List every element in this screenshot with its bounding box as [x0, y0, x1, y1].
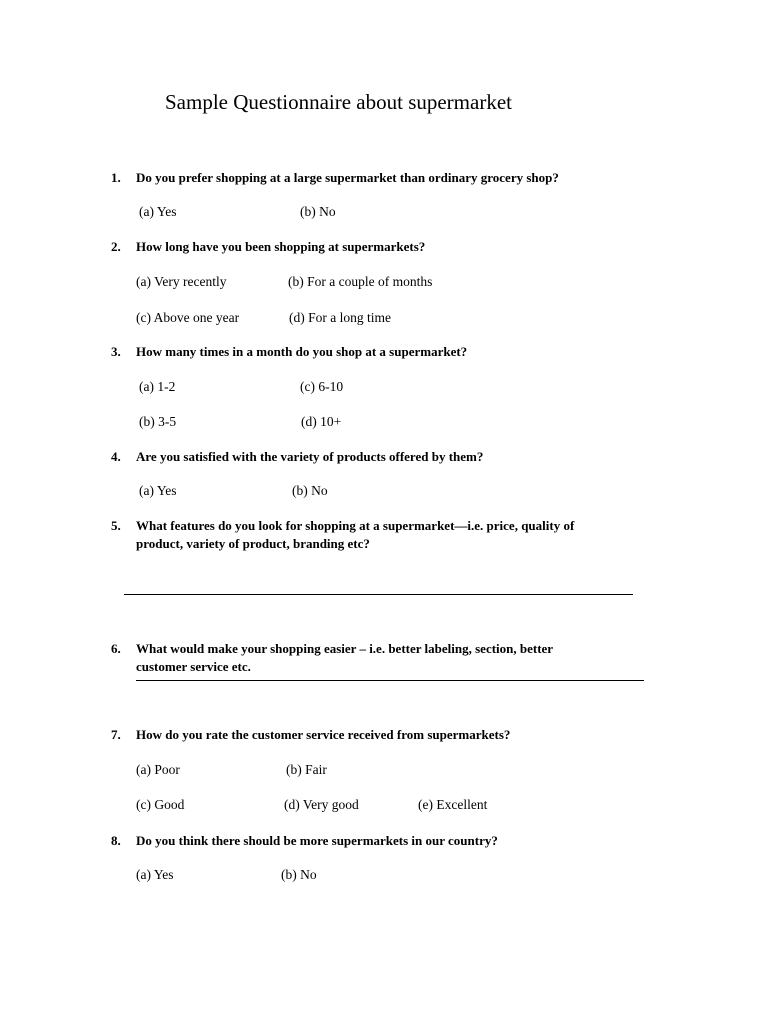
option-a[interactable]: (a) Yes: [136, 867, 174, 882]
answer-line[interactable]: [124, 594, 633, 595]
option-d[interactable]: (d) For a long time: [289, 310, 391, 325]
document-title: Sample Questionnaire about supermarket: [165, 90, 512, 114]
question-number: 3.: [111, 344, 121, 359]
option-b[interactable]: (b) Fair: [286, 762, 327, 777]
question-text: Are you satisfied with the variety of products offered by them?: [136, 449, 484, 464]
question-number: 2.: [111, 239, 121, 254]
option-b[interactable]: (b) No: [292, 483, 328, 498]
question-text-line-1: What features do you look for shopping at a supermarket—i.e. price, quality of: [136, 518, 575, 533]
option-b[interactable]: (b) For a couple of months: [288, 274, 433, 289]
question-number: 8.: [111, 833, 121, 848]
option-e[interactable]: (e) Excellent: [418, 797, 488, 812]
option-c[interactable]: (c) 6-10: [300, 379, 344, 394]
question-number: 1.: [111, 170, 121, 185]
question-text-line-2: product, variety of product, branding etc?: [136, 536, 370, 551]
option-a[interactable]: (a) Very recently: [136, 274, 227, 289]
option-a[interactable]: (a) Poor: [136, 762, 180, 777]
question-number: 6.: [111, 641, 121, 656]
question-text: Do you think there should be more supermarkets in our country?: [136, 833, 498, 848]
option-a[interactable]: (a) Yes: [139, 483, 177, 498]
option-d[interactable]: (d) Very good: [284, 797, 359, 812]
question-text-line-2: customer service etc.: [136, 659, 251, 674]
question-text: How many times in a month do you shop at a supermarket?: [136, 344, 468, 359]
question-number: 4.: [111, 449, 121, 464]
question-number: 5.: [111, 518, 121, 533]
option-a[interactable]: (a) 1-2: [139, 379, 176, 394]
question-number: 7.: [111, 727, 121, 742]
option-a[interactable]: (a) Yes: [139, 204, 177, 219]
option-b[interactable]: (b) 3-5: [139, 414, 177, 429]
option-b[interactable]: (b) No: [300, 204, 336, 219]
question-text: How long have you been shopping at supermarkets?: [136, 239, 426, 254]
option-d[interactable]: (d) 10+: [301, 414, 342, 429]
question-text: How do you rate the customer service received from supermarkets?: [136, 727, 511, 742]
question-text: Do you prefer shopping at a large supermarket than ordinary grocery shop?: [136, 170, 559, 185]
option-c[interactable]: (c) Good: [136, 797, 185, 812]
option-c[interactable]: (c) Above one year: [136, 310, 240, 325]
answer-line[interactable]: [136, 680, 644, 681]
question-text-line-1: What would make your shopping easier – i.e. better labeling, section, better: [136, 641, 554, 656]
option-b[interactable]: (b) No: [281, 867, 317, 882]
